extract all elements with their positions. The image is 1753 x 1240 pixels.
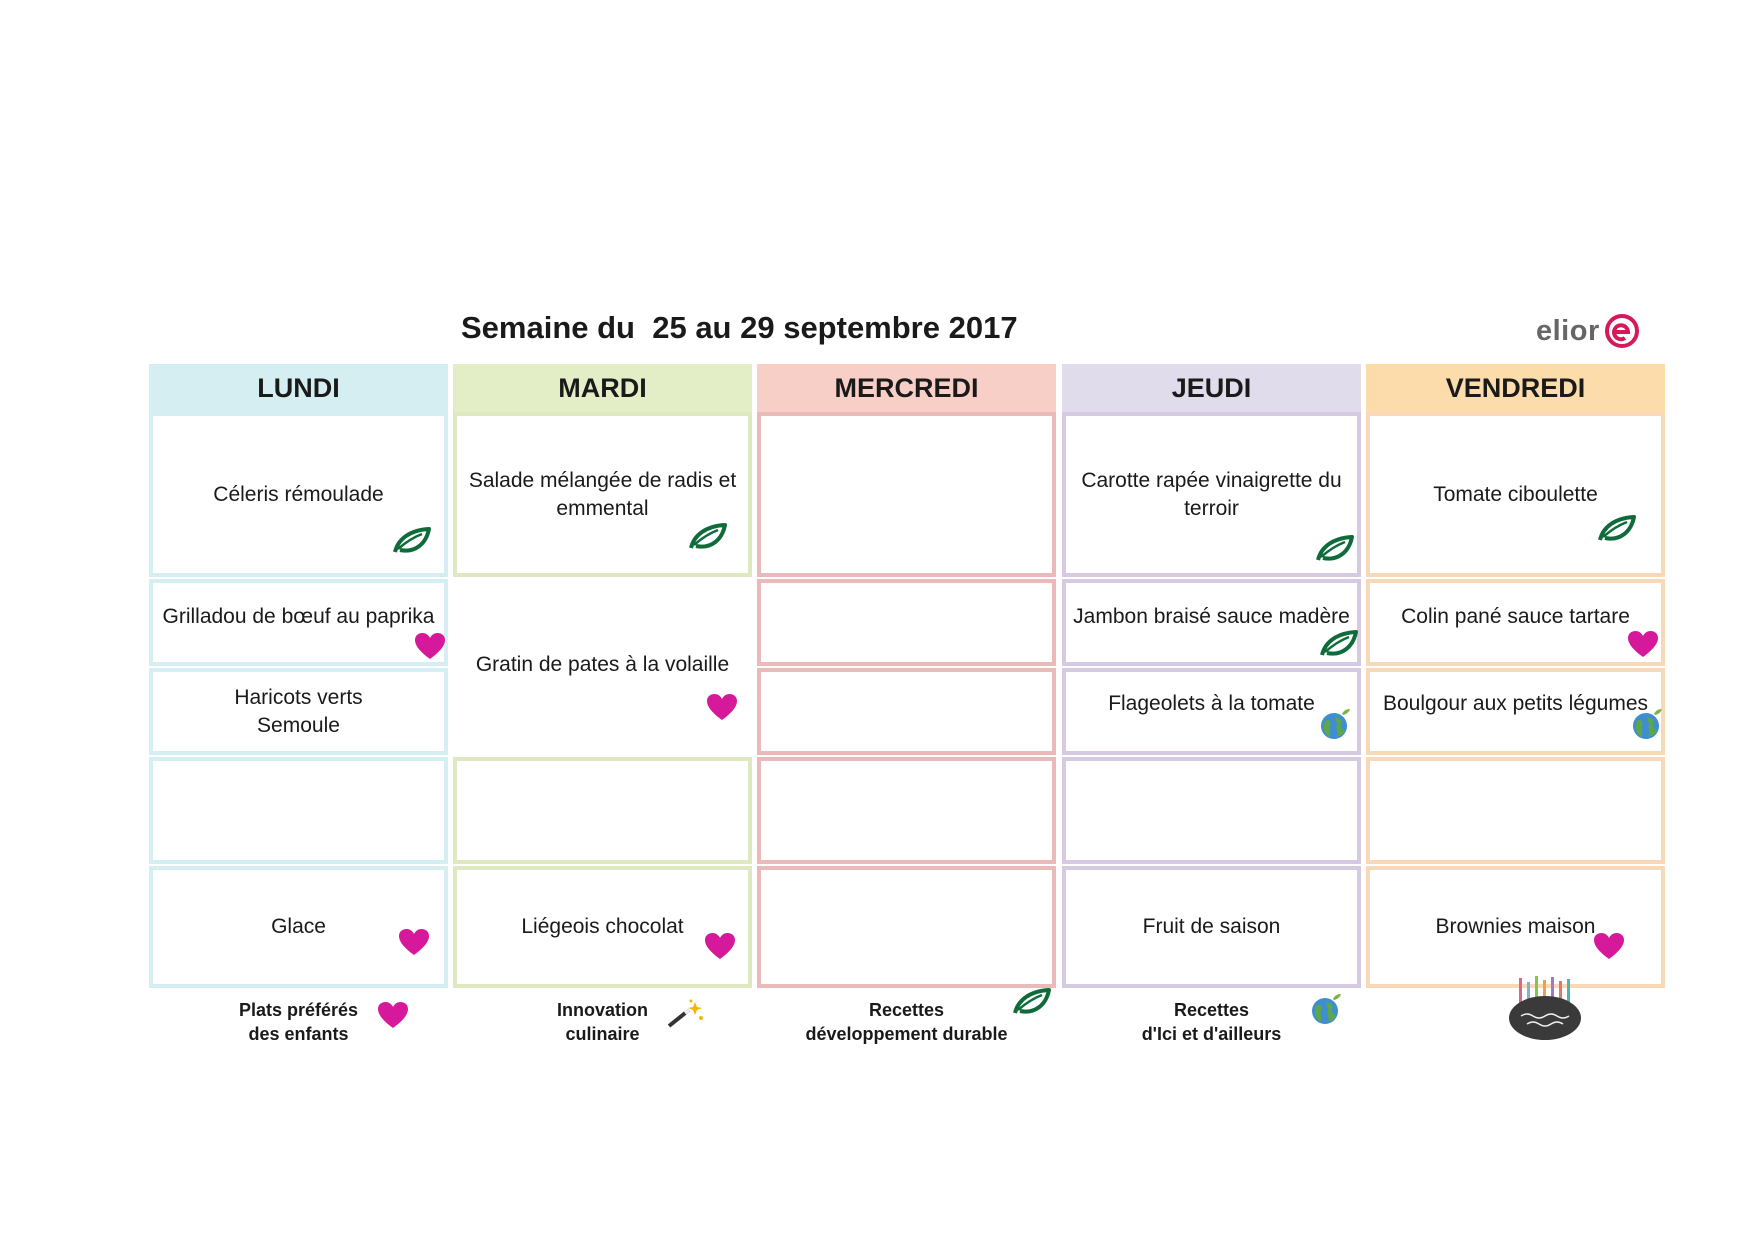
entree-cell: [149, 412, 448, 577]
leaf-icon: [1012, 988, 1052, 1021]
heart-icon: [1627, 630, 1659, 666]
day-header: LUNDI: [149, 364, 448, 412]
dish-name: Gratin de pates à la volaille: [475, 653, 730, 676]
dish-name: Brownies maison: [1435, 915, 1596, 938]
globe-icon: [1319, 707, 1353, 749]
day-column-vendredi: [1366, 364, 1665, 938]
entree-cell: [1062, 412, 1361, 577]
entree-cell: [757, 412, 1056, 577]
dish-name: Liégeois chocolat: [521, 915, 684, 938]
dessert-badge-icon: [1505, 976, 1585, 1047]
leaf-icon: [688, 523, 728, 559]
leaf-icon: [1315, 535, 1355, 571]
laitage-cell: [149, 757, 448, 864]
elior-logo-icon: [1604, 313, 1640, 349]
magic-wand-icon: [665, 998, 705, 1035]
day-column-mardi: [453, 364, 752, 938]
legend-label-line1: Plats préférés: [238, 1000, 359, 1020]
dish-name: Glace: [271, 915, 326, 938]
elior-logo: elior: [1536, 313, 1640, 349]
laitage-cell: [453, 757, 752, 864]
legend-label-line1: Recettes: [868, 1000, 945, 1020]
leaf-icon: [1319, 630, 1359, 666]
legend-item: [453, 998, 752, 1046]
legend-label-line2: d'Ici et d'ailleurs: [1141, 1024, 1282, 1044]
heart-icon: [704, 932, 736, 968]
heart-icon: [706, 693, 738, 729]
accompagnement-cell: [149, 668, 448, 755]
plat-cell: [453, 579, 752, 755]
dish-name: Fruit de saison: [1142, 915, 1281, 938]
dessert-cell: [1366, 866, 1665, 988]
heart-icon: [414, 632, 446, 668]
dish-name: Jambon braisé sauce madère: [1073, 604, 1350, 628]
day-column-lundi: [149, 364, 448, 938]
entree-cell: [453, 412, 752, 577]
day-column-mercredi: [757, 364, 1056, 412]
leaf-icon: [392, 527, 432, 563]
heart-icon: [1593, 932, 1625, 968]
dish-name: Grilladou de bœuf au paprika: [162, 604, 435, 628]
plat-cell: [757, 579, 1056, 666]
day-header: MARDI: [453, 364, 752, 412]
dessert-cell: [757, 866, 1056, 988]
accompagnement-cell: [1366, 668, 1665, 755]
dish-name: Tomate ciboulette: [1433, 482, 1598, 506]
heart-icon: [398, 928, 430, 964]
dish-name: Flageolets à la tomate: [1108, 691, 1315, 715]
legend-label-line2: culinaire: [565, 1024, 640, 1044]
dessert-cell: [453, 866, 752, 988]
plat-cell: [149, 579, 448, 666]
dish-name: Haricots verts Semoule: [234, 685, 363, 737]
legend-label-line2: développement durable: [805, 1024, 1008, 1044]
laitage-cell: [1366, 757, 1665, 864]
globe-icon: [1310, 992, 1344, 1031]
plat-cell: [1062, 579, 1361, 666]
entree-cell: [1366, 412, 1665, 577]
day-column-jeudi: [1062, 364, 1361, 938]
dish-name: Boulgour aux petits légumes: [1383, 691, 1648, 715]
laitage-cell: [757, 757, 1056, 864]
leaf-icon: [1597, 515, 1637, 551]
dish-name: Carotte rapée vinaigrette du terroir: [1081, 468, 1342, 520]
dessert-cell: [149, 866, 448, 988]
day-header: JEUDI: [1062, 364, 1361, 412]
heart-icon: [377, 1001, 409, 1034]
legend-label-line1: Innovation: [557, 1000, 648, 1020]
plat-cell: [1366, 579, 1665, 666]
dish-name: Colin pané sauce tartare: [1401, 604, 1630, 628]
legend-label-line2: des enfants: [248, 1024, 349, 1044]
legend-label-line1: Recettes: [1173, 1000, 1250, 1020]
day-header: MERCREDI: [757, 364, 1056, 412]
dish-name: Céleris rémoulade: [213, 482, 384, 506]
accompagnement-cell: [1062, 668, 1361, 755]
accompagnement-cell: [757, 668, 1056, 755]
laitage-cell: [1062, 757, 1361, 864]
globe-icon: [1631, 707, 1665, 749]
dish-name: Salade mélangée de radis et emmental: [468, 468, 737, 520]
page-title: Semaine du 25 au 29 septembre 2017: [461, 310, 1018, 345]
day-header: VENDREDI: [1366, 364, 1665, 412]
dessert-cell: [1062, 866, 1361, 988]
